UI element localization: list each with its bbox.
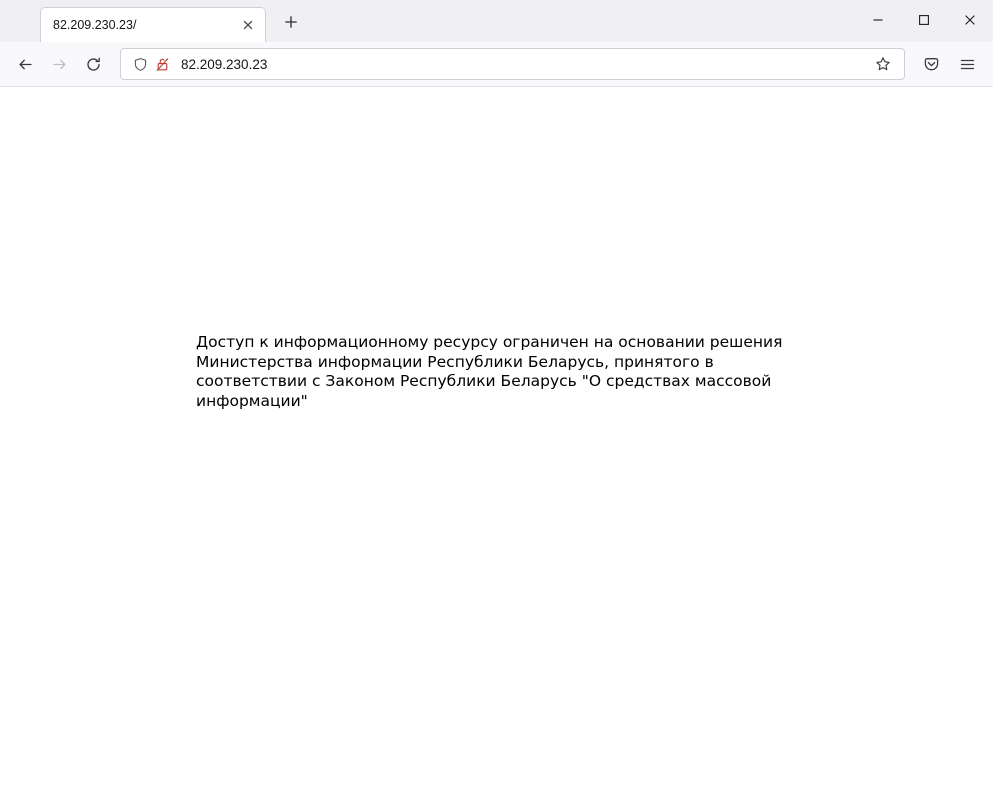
insecure-connection-icon[interactable] <box>151 53 173 75</box>
page-content <box>0 87 993 788</box>
minimize-icon <box>872 14 884 26</box>
navigation-toolbar <box>0 42 993 87</box>
plus-icon <box>284 15 298 34</box>
bookmark-star-icon[interactable] <box>870 51 896 77</box>
tab-active[interactable] <box>40 7 266 42</box>
close-icon[interactable] <box>237 14 259 36</box>
tab-title: 82.209.230.23/ <box>53 18 137 32</box>
minimize-button[interactable] <box>855 0 901 40</box>
new-tab-button[interactable] <box>276 9 306 39</box>
forward-button[interactable] <box>42 48 76 80</box>
close-window-button[interactable] <box>947 0 993 40</box>
hamburger-menu-icon <box>959 56 976 73</box>
reload-button[interactable] <box>76 48 110 80</box>
pocket-icon <box>923 56 940 73</box>
shield-icon[interactable] <box>129 53 151 75</box>
close-window-icon <box>964 14 976 26</box>
arrow-left-icon <box>17 56 34 73</box>
tab-strip <box>0 0 993 42</box>
reload-icon <box>85 56 102 73</box>
pocket-button[interactable] <box>913 48 949 80</box>
arrow-right-icon <box>51 56 68 73</box>
address-bar[interactable] <box>120 48 905 80</box>
app-menu-button[interactable] <box>949 48 985 80</box>
url-text[interactable]: 82.209.230.23 <box>181 56 268 72</box>
maximize-button[interactable] <box>901 0 947 40</box>
blocked-access-message: Доступ к информационному ресурсу ограничен на основании решения Министерства информации Республики Беларусь, принятого в соответствии с Законом Республики Беларусь "О средствах массовой информации" <box>196 333 783 410</box>
maximize-icon <box>918 14 930 26</box>
window-controls <box>855 0 993 40</box>
toolbar-right-actions <box>913 48 985 80</box>
back-button[interactable] <box>8 48 42 80</box>
